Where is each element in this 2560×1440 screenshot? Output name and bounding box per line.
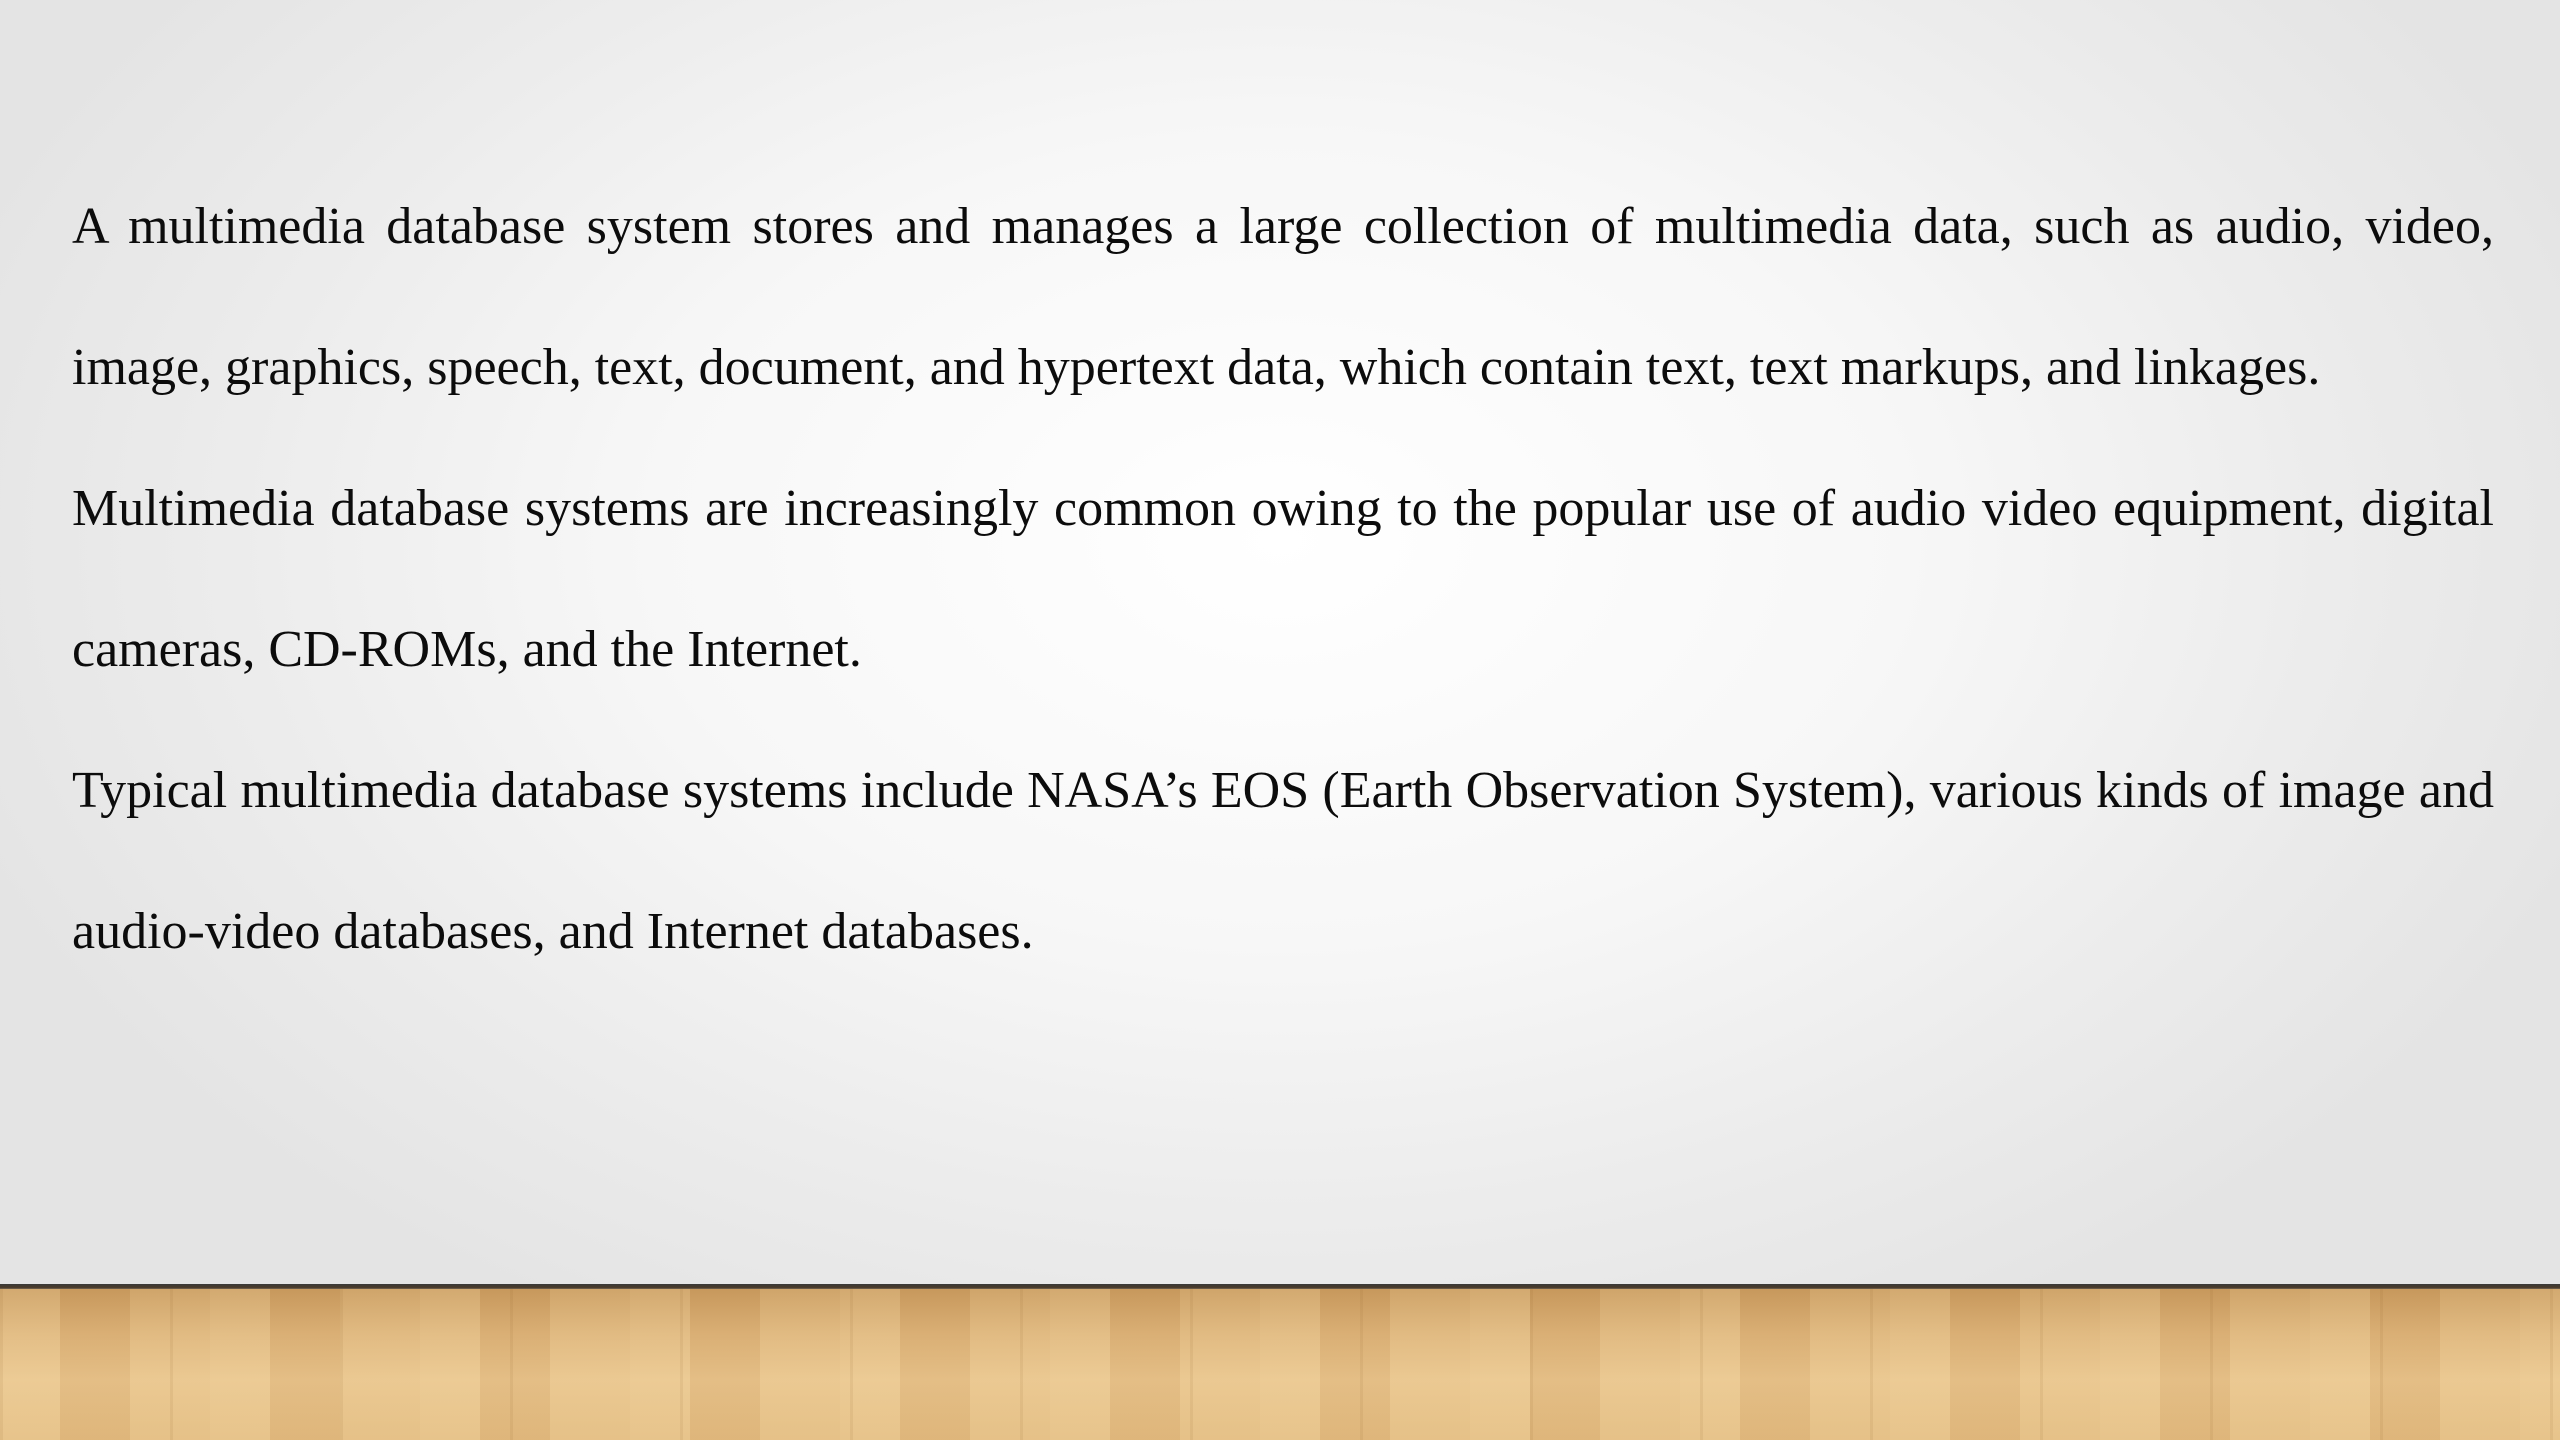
paragraph-examples: Typical multimedia database systems include NASA’s EOS (Earth Observation System), various kinds of image and audio-video databases, and Internet databases. (72, 762, 2494, 960)
wooden-floor (0, 1289, 2560, 1440)
paragraph-popularity: Multimedia database systems are increasingly common owing to the popular use of audio video equipment, digital cameras, CD-ROMs, and the Internet. (72, 480, 2494, 678)
paragraph-definition: A multimedia database system stores and manages a large collection of multimedia data, such as audio, video, image, graphics, speech, text, document, and hypertext data, which contain text, text markups, and linkages. (72, 198, 2494, 396)
slide-body (72, 156, 2494, 1002)
